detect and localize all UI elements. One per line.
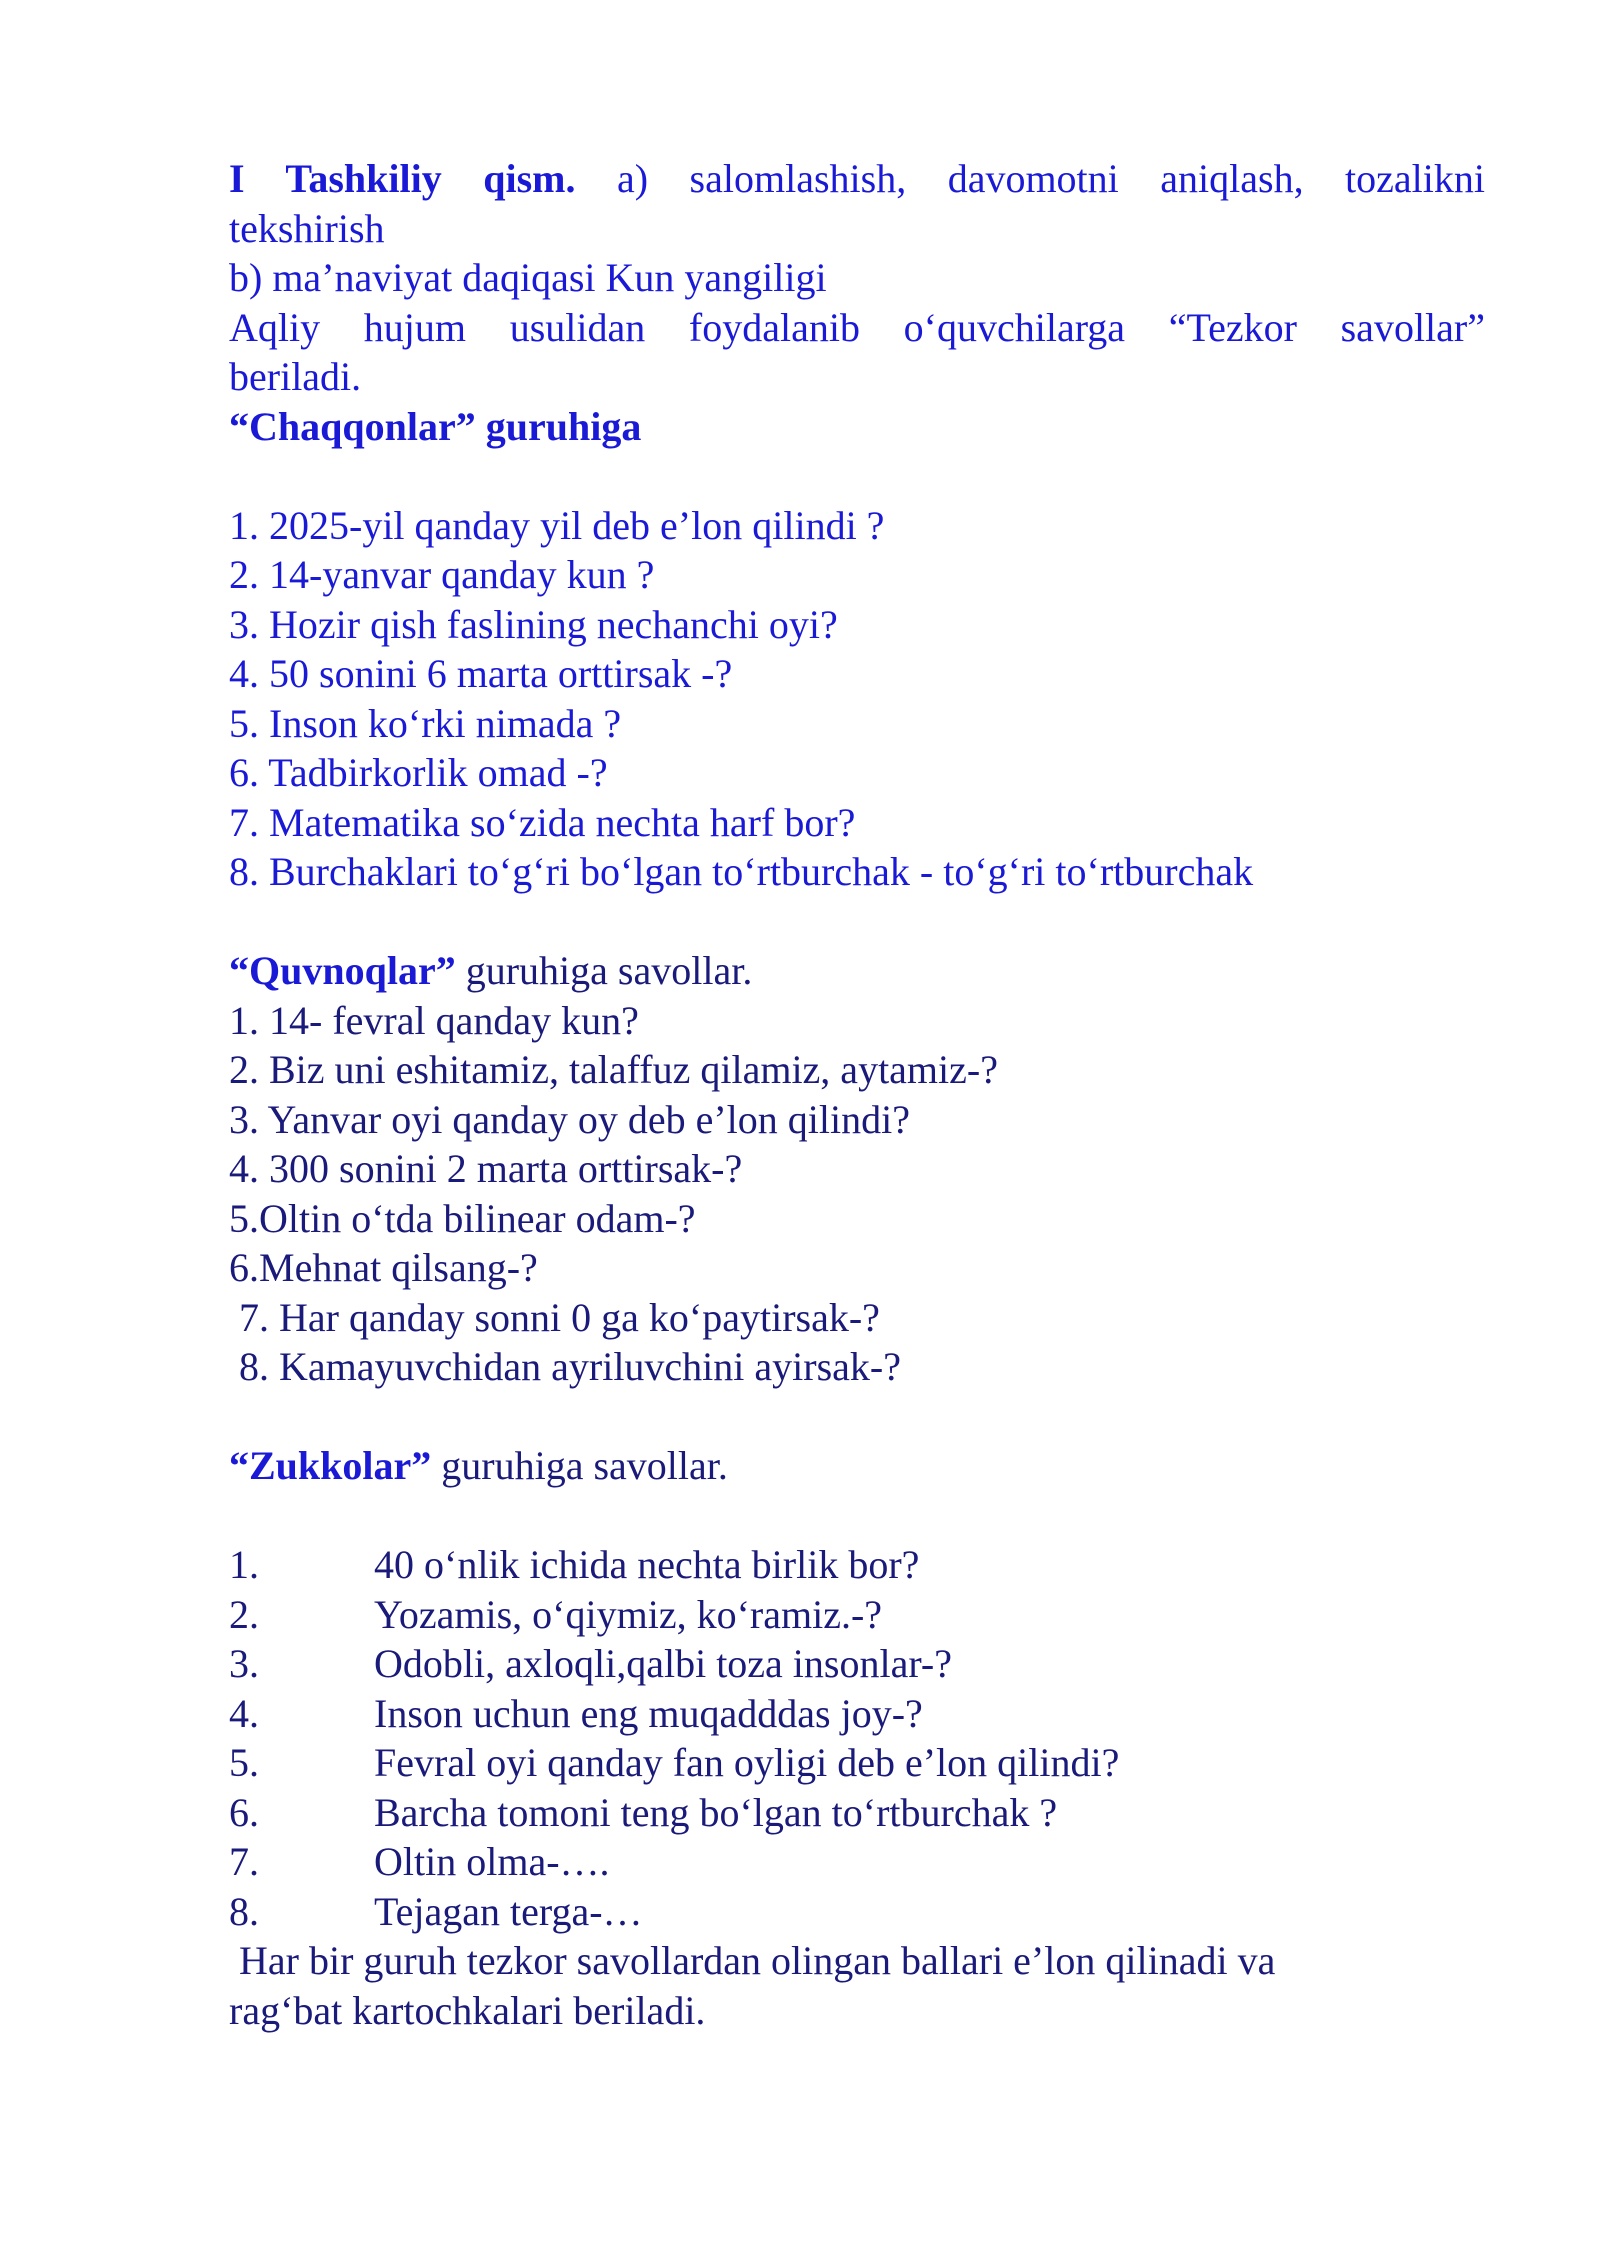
intro-line-1 [229,154,1485,204]
group2-question: 8. Kamayuvchidan ayriluvchini ayirsak-? [229,1344,901,1389]
group2-question: 1. 14- fevral qanday kun? [229,997,639,1043]
group2-title [229,946,1485,996]
group1-question: 2. 14-yanvar qanday kun ? [229,552,655,597]
group3-question [229,1887,1485,1937]
intro-line-4: Aqliy hujum usulidan foydalanib o‘quvchilarga “Tezkor savollar” [229,304,1485,350]
group3-question [229,1837,1485,1887]
question-number: 3. [229,1641,259,1686]
group1-question: 1. 2025-yil qanday yil deb e’lon qilindi ? [229,502,885,548]
group3-title-name: “Zukkolar” [229,1443,432,1488]
group3-question [229,1788,1485,1838]
question-number: 2. [229,1591,259,1637]
spacer [229,451,1485,501]
group2-question: 5.Oltin o‘tda bilinear odam-? [229,1195,696,1241]
group1-question: 3. Hozir qish faslining nechanchi oyi? [229,601,838,647]
question-text: 40 o‘nlik ichida nechta birlik bor? [374,1542,920,1587]
group1-question: 6. Tadbirkorlik omad -? [229,750,608,795]
question-text: Fevral oyi qanday fan oyligi deb e’lon qilindi? [374,1740,1120,1785]
group2-question: 2. Biz uni eshitamiz, talaffuz qilamiz, aytamiz-? [229,1047,998,1092]
question-text: Yozamis, o‘qiymiz, ko‘ramiz.-? [374,1591,883,1637]
group1-question: 7. Matematika so‘zida nechta harf bor? [229,799,856,845]
question-text: Tejagan terga-… [374,1888,643,1934]
document-page [229,154,1485,2035]
group3-question [229,1689,1485,1739]
group3-title-rest: guruhiga savollar. [431,1443,728,1488]
question-text: Oltin olma-…. [374,1839,610,1884]
group1-question: 8. Burchaklari to‘g‘ri bo‘lgan to‘rtburchak - to‘g‘ri to‘rtburchak [229,849,1254,894]
question-number: 1. [229,1542,259,1587]
question-number: 6. [229,1789,259,1835]
question-number: 5. [229,1740,259,1785]
question-text: Inson uchun eng muqadddas joy-? [374,1690,923,1736]
group1-question-list [229,501,1485,897]
group2-question: 4. 300 sonini 2 marta orttirsak-? [229,1146,743,1191]
intro-line-1-rest: a) salomlashish, davomotni aniqlash, tozalikni [616,156,1486,201]
intro-line-3: b) ma’naviyat daqiqasi Kun yangiligi [229,255,827,300]
group2-title-name: “Quvnoqlar” [229,948,456,993]
intro-line-2: tekshirish [229,205,385,251]
group1-title: “Chaqqonlar” guruhiga [229,403,642,449]
intro-line-5: beriladi. [229,354,362,399]
group2-question: 3. Yanvar oyi qanday oy deb e’lon qilindi? [229,1096,910,1142]
group3-question [229,1639,1485,1689]
closing-line-2: rag‘bat kartochkalari beriladi. [229,1987,706,2033]
group3-title [229,1441,1485,1491]
group3-question-list [229,1540,1485,1936]
question-text: Odobli, axloqli,qalbi toza insonlar-? [374,1641,952,1686]
group1-question: 4. 50 sonini 6 marta orttirsak -? [229,651,733,696]
closing-line-1: Har bir guruh tezkor savollardan olingan ballari e’lon qilinadi va [229,1938,1276,1983]
group1-question: 5. Inson ko‘rki nimada ? [229,700,622,746]
question-number: 8. [229,1888,259,1934]
group2-title-rest: guruhiga savollar. [455,948,753,993]
group2-question-list [229,996,1485,1392]
group2-question: 6.Mehnat qilsang-? [229,1245,538,1290]
group3-question [229,1738,1485,1788]
group2-question: 7. Har qanday sonni 0 ga ko‘paytirsak-? [229,1294,880,1340]
spacer [229,1392,1485,1442]
question-number: 4. [229,1690,259,1736]
spacer [229,1491,1485,1541]
group3-question [229,1590,1485,1640]
question-text: Barcha tomoni teng bo‘lgan to‘rtburchak ? [374,1789,1058,1835]
group3-question [229,1540,1485,1590]
intro-heading: I Tashkiliy qism. [229,156,576,201]
spacer [229,897,1485,947]
question-number: 7. [229,1839,259,1884]
